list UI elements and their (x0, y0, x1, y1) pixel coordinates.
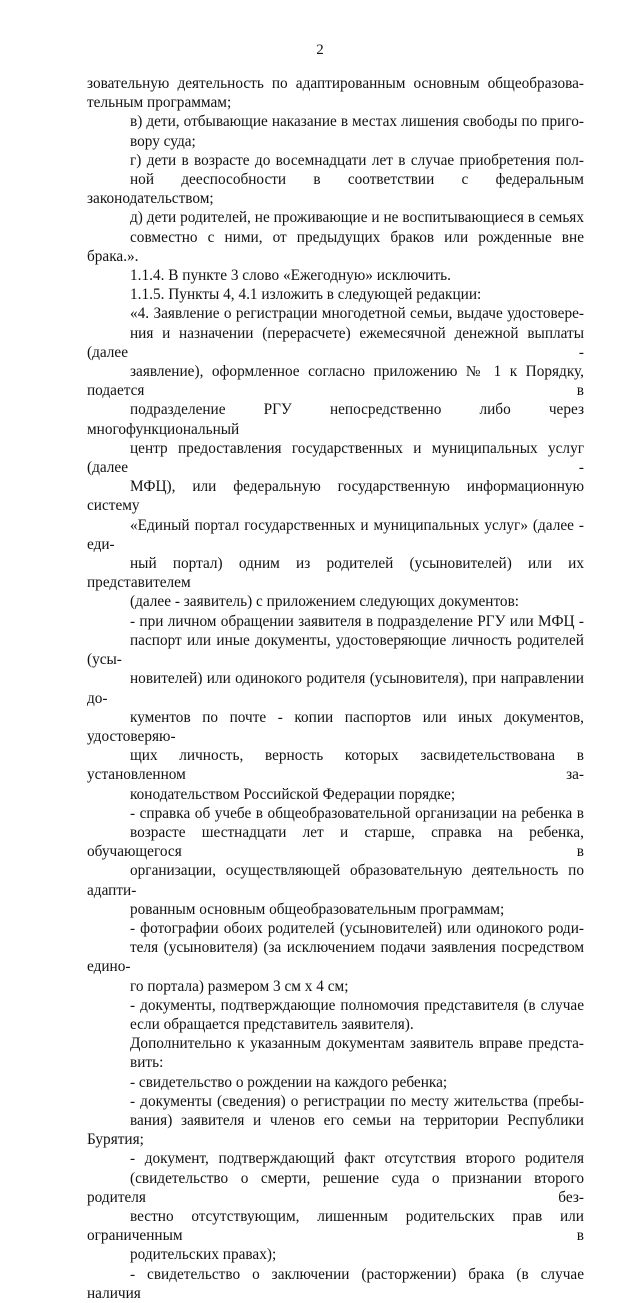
paragraph (87, 1149, 584, 1264)
paragraph (87, 919, 584, 996)
text-line: рованным основным общеобразовательным программам; (130, 900, 505, 918)
text-line: зовательную деятельность по адаптированным основным общеобразова- (87, 75, 584, 92)
text-line: вору суда; (130, 132, 196, 150)
paragraph (87, 112, 584, 150)
text-line: - фотографии обоих родителей (усыновителей) или одинокого роди- (130, 919, 584, 937)
text-line: - свидетельство о заключении (расторжении) брака (в случае наличия (87, 1265, 584, 1302)
text-line: (свидетельство о смерти, решение суда о признании второго родителя без- (87, 1169, 584, 1206)
text-line: - документ, подтверждающий факт отсутствия второго родителя (130, 1150, 584, 1168)
text-line: вания) заявителя и членов его семьи на территории Республики Бурятия; (87, 1111, 584, 1149)
paragraph (87, 285, 584, 304)
text-line: кументов по почте - копии паспортов или иных документов, удостоверяю- (87, 708, 584, 745)
text-line: совместно с ними, от предыдущих браков или рожденные вне брака.». (87, 228, 584, 265)
text-line: го портала) размером 3 см х 4 см; (130, 977, 349, 995)
text-line: вить: (130, 1054, 164, 1072)
paragraph (87, 1034, 584, 1072)
text-line: (далее - заявитель) с приложением следующих документов: (130, 593, 520, 611)
paragraph (87, 151, 584, 209)
text-line: паспорт или иные документы, удостоверяющие личность родителей (усы- (87, 631, 584, 669)
text-line: если обращается представитель заявителя). (130, 1015, 414, 1033)
text-line: ния и назначении (перерасчете) ежемесячной денежной выплаты (далее - (87, 324, 584, 361)
text-line: - при личном обращении заявителя в подразделение РГУ или МФЦ - (130, 612, 584, 630)
text-line: ной дееспособности в соответствии с федеральным законодательством; (87, 171, 584, 208)
text-line: вестно отсутствующим, лишенным родительских прав или ограниченным в (87, 1207, 584, 1245)
text-line: «Единый портал государственных и муниципальных услуг» (далее - еди- (87, 516, 584, 553)
page-number: 2 (316, 42, 324, 58)
text-line: заявление), оформленное согласно приложению № 1 к Порядку, подается в (87, 363, 584, 400)
text-line: подразделение РГУ непосредственно либо через многофункциональный (87, 401, 584, 438)
paragraph (87, 266, 584, 285)
text-line: организации, осуществляющей образовательную деятельность по адапти- (87, 862, 584, 899)
paragraph (87, 996, 584, 1034)
text-line: конодательством Российской Федерации порядке; (130, 785, 456, 803)
paragraph (87, 74, 584, 112)
text-line: 1.1.4. В пункте 3 слово «Ежегодную» исключить. (130, 267, 451, 285)
text-line: д) дети родителей, не проживающие и не воспитывающиеся в семьях (130, 209, 584, 227)
paragraph (87, 612, 584, 804)
text-line: щих личность, верность которых засвидетельствована в установленном за- (87, 747, 584, 784)
text-line: Дополнительно к указанным документам заявитель вправе предста- (130, 1035, 584, 1053)
paragraph (87, 1073, 584, 1092)
text-line: новителей) или одинокого родителя (усыновителя), при направлении до- (87, 670, 584, 707)
text-line: тельным программам; (87, 94, 232, 112)
text-line: - справка об учебе в общеобразовательной организации на ребенка в (130, 804, 584, 822)
paragraph (87, 1092, 584, 1150)
text-line: ный портал) одним из родителей (усыновителей) или их представителем (87, 555, 584, 592)
paragraph (87, 804, 584, 919)
text-line: «4. Заявление о регистрации многодетной семьи, выдаче удостовере- (130, 305, 584, 323)
text-line: г) дети в возрасте до восемнадцати лет в случае приобретения пол- (130, 151, 584, 169)
text-line: родительских правах); (130, 1246, 277, 1264)
text-line: в) дети, отбывающие наказание в местах лишения свободы по приго- (130, 113, 584, 131)
text-line: - документы, подтверждающие полномочия представителя (в случае (130, 996, 584, 1014)
document-body (87, 74, 584, 1303)
paragraph (87, 304, 584, 611)
text-line: теля (усыновителя) (за исключением подачи заявления посредством едино- (87, 939, 584, 976)
paragraph (87, 208, 584, 266)
paragraph (87, 1265, 584, 1303)
text-line: МФЦ), или федеральную государственную информационную систему (87, 478, 584, 515)
text-line: - свидетельство о рождении на каждого ребенка; (130, 1073, 448, 1091)
text-line: 1.1.5. Пункты 4, 4.1 изложить в следующей редакции: (130, 286, 482, 304)
text-line: возрасте шестнадцати лет и старше, справка на ребенка, обучающегося в (87, 823, 584, 861)
text-line: центр предоставления государственных и муниципальных услуг (далее - (87, 439, 584, 477)
text-line: - документы (сведения) о регистрации по месту жительства (пребы- (130, 1092, 584, 1110)
